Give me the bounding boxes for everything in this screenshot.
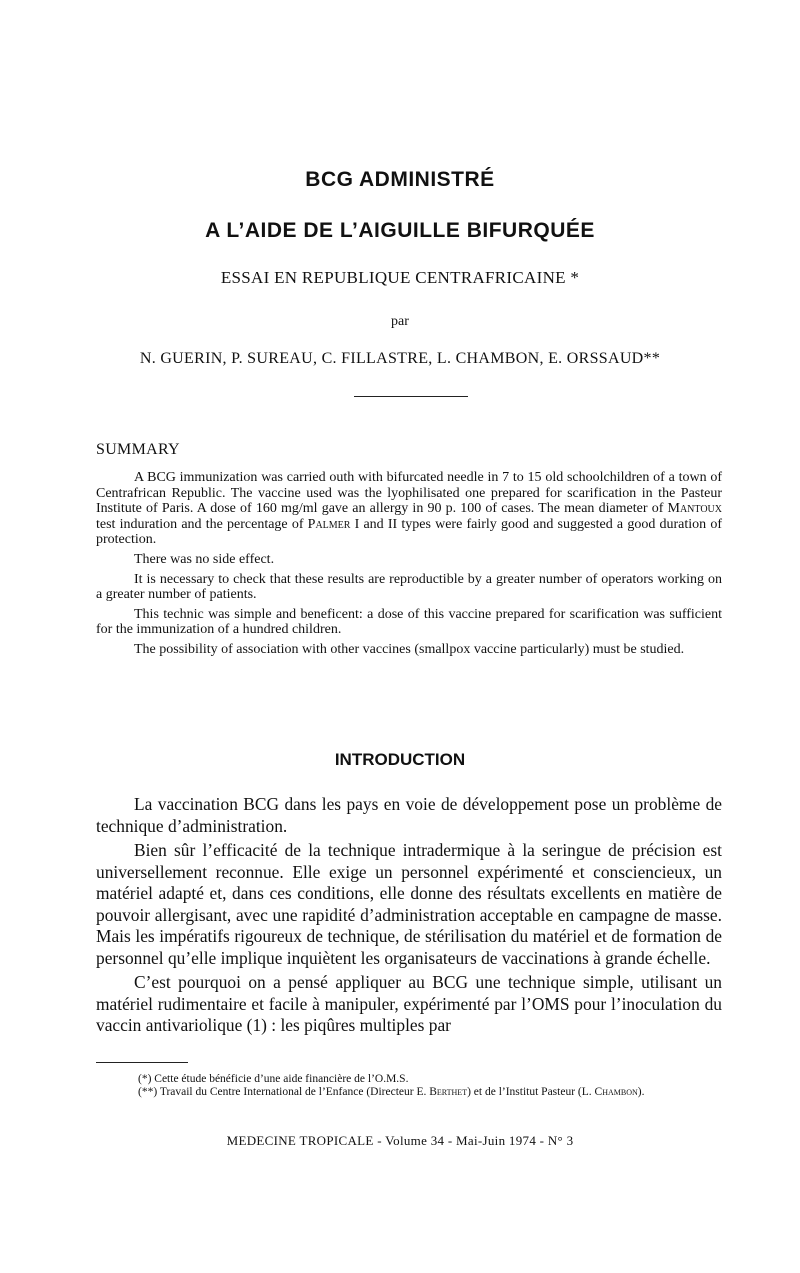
introduction-paragraph: La vaccination BCG dans les pays en voie de développement pose un problème de technique d’administration. [96, 794, 722, 836]
mantoux-term: Mantoux [667, 501, 722, 517]
footnote-text: ). [637, 1085, 645, 1098]
summary-body [96, 470, 722, 662]
footnotes [96, 1073, 722, 1098]
palmer-term: Palmer [307, 516, 351, 532]
summary-paragraph [96, 470, 722, 548]
summary-paragraph: It is necessary to check that these results are reproductible by a greater number of operators working on a greater number of patients. [96, 571, 722, 603]
chambon-name: Chambon [594, 1085, 638, 1098]
by-line-word: par [391, 314, 409, 329]
article-title-line1: BCG ADMINISTRÉ [305, 168, 495, 191]
summary-text: test induration and the percentage of [96, 516, 308, 532]
summary-paragraph: There was no side effect. [134, 551, 275, 567]
summary-text: A BCG immunization was carried outh with bifurcated needle in 7 to 15 old schoolchildren of a town of Centrafrican Republic. The vaccine used was the lyophilisated one prepared for scarification in the Pasteur Institute of Paris. A dose of 160 mg/ml gave an allergy in 90 p. 100 of cases. The mean diameter of [96, 470, 722, 517]
introduction-heading: INTRODUCTION [334, 750, 466, 769]
berthet-name: Berthet [429, 1085, 468, 1098]
author-list: N. GUERIN, P. SUREAU, C. FILLASTRE, L. CHAMBON, E. ORSSAUD** [139, 350, 661, 367]
footnote-2 [96, 1086, 722, 1099]
summary-paragraph: This technic was simple and beneficent: a dose of this vaccine prepared for scarification was sufficient for the immunization of a hundred children. [96, 606, 722, 638]
footnote-text: ) et de l’Institut Pasteur (L. [467, 1085, 595, 1098]
introduction-paragraph: Bien sûr l’efficacité de la technique intradermique à la seringue de précision est universellement reconnue. Elle exige un personnel expérimenté et consciencieux, un matériel adapté et, dans ces conditions, elle donne des résultats excellents en matière de pouvoir allergisant, avec une rapidité d’administration acceptable en campagne de masse. Mais les impératifs rigoureux de technique, de stérilisation du matériel et de formation de personnel qu’elle implique inquiètent les organisateurs de vaccinations à grande échelle. [96, 840, 722, 968]
introduction-body [96, 794, 722, 1040]
article-subtitle: ESSAI EN REPUBLIQUE CENTRAFRICAINE * [220, 268, 580, 287]
title-divider [354, 396, 468, 397]
summary-text: I and II types were fairly good and suggested a good duration of protection. [96, 516, 722, 548]
introduction-paragraph: C’est pourquoi on a pensé appliquer au BCG une technique simple, utilisant un matériel rudimentaire et facile à manipuler, expérimenté par l’OMS pour l’inoculation du vaccin antivariolique (1) : les piqûres multiples par [96, 972, 722, 1035]
footnote-text: (**) Travail du Centre International de l’Enfance (Directeur E. [138, 1085, 430, 1098]
footnote-1: (*) Cette étude bénéficie d’une aide financière de l’O.M.S. [138, 1073, 409, 1085]
summary-paragraph: The possibility of association with other vaccines (smallpox vaccine particularly) must be studied. [134, 641, 685, 657]
article-title-line2: A L’AIDE DE L’AIGUILLE BIFURQUÉE [205, 219, 595, 242]
summary-heading: SUMMARY [96, 441, 180, 458]
footnote-divider [96, 1062, 188, 1063]
journal-footer: MEDECINE TROPICALE - Volume 34 - Mai-Juin 1974 - N° 3 [226, 1133, 574, 1148]
